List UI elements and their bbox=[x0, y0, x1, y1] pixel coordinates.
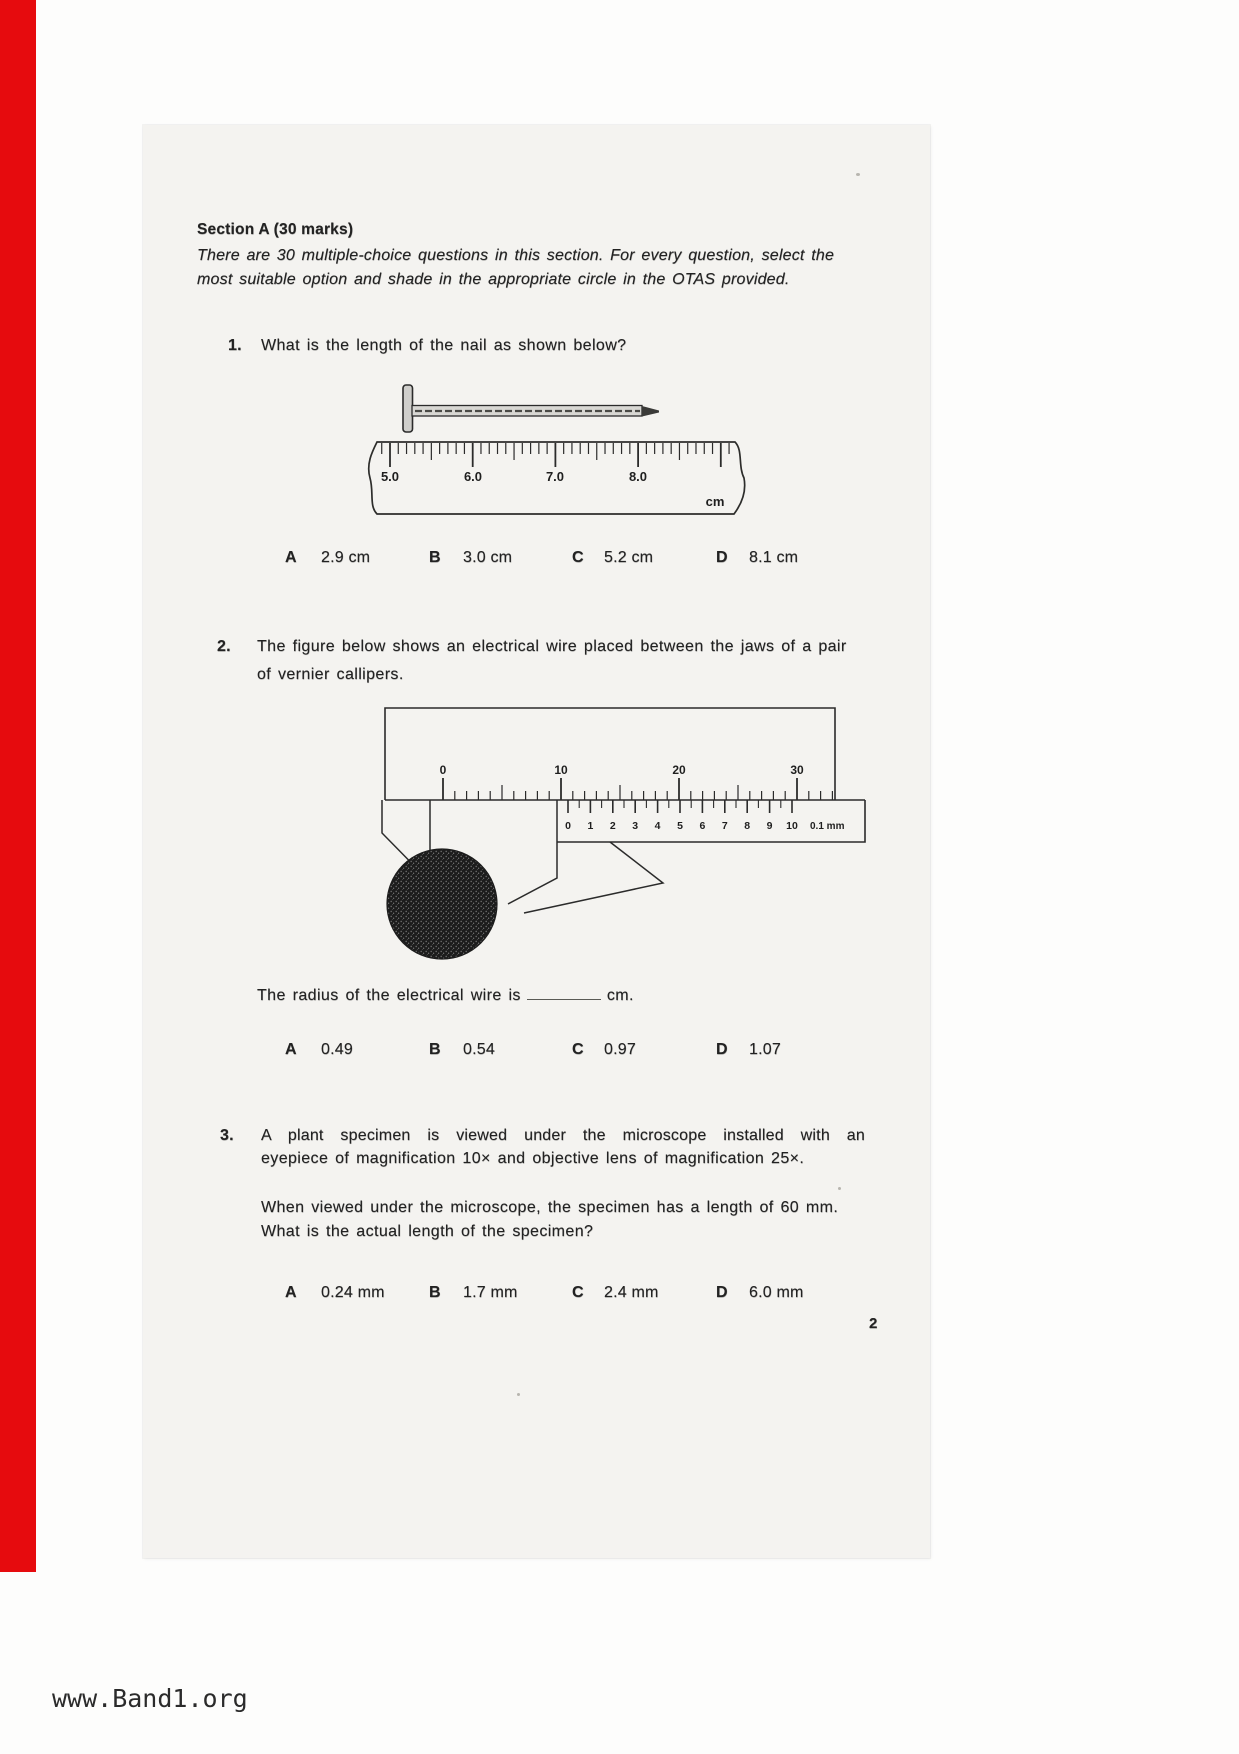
intro-line-2: most suitable option and shade in the appropriate circle in the OTAS provided. bbox=[197, 271, 790, 288]
q3-text-line-2: eyepiece of magnification 10× and objective lens of magnification 25×. bbox=[261, 1150, 805, 1167]
option-value: 5.2 cm bbox=[604, 549, 654, 566]
option-value: 2.9 cm bbox=[321, 549, 371, 566]
red-stripe bbox=[0, 0, 36, 1572]
vernier-ticks bbox=[568, 800, 792, 813]
intro-line-1: There are 30 multiple-choice questions in this section. For every question, select the bbox=[197, 247, 835, 264]
q3-text2-line-2: What is the actual length of the specimen? bbox=[261, 1223, 594, 1240]
option-value: 1.7 mm bbox=[463, 1284, 518, 1301]
option-label: B bbox=[429, 549, 441, 566]
ruler-label: 5.0 bbox=[380, 469, 400, 484]
option-value: 1.07 bbox=[749, 1041, 781, 1058]
option-value: 0.24 mm bbox=[321, 1284, 385, 1301]
main-scale-label: 10 bbox=[554, 763, 568, 777]
q2-fill-prefix: The radius of the electrical wire is bbox=[257, 987, 521, 1004]
vernier-label: 10 bbox=[786, 820, 798, 832]
section-title: Section A (30 marks) bbox=[197, 221, 354, 238]
vernier-label: 1 bbox=[587, 820, 594, 832]
ruler-ticks bbox=[382, 443, 729, 467]
nail-ruler-figure bbox=[363, 380, 763, 520]
wire-circle bbox=[387, 849, 497, 959]
option-label: D bbox=[716, 549, 728, 566]
q1-options bbox=[143, 548, 930, 570]
option-label: A bbox=[285, 1041, 297, 1058]
main-scale-ticks bbox=[443, 778, 832, 800]
option-label: B bbox=[429, 1041, 441, 1058]
main-scale-label: 20 bbox=[672, 763, 686, 777]
option-label: C bbox=[572, 549, 584, 566]
vernier-label: 9 bbox=[766, 820, 773, 832]
q2-fill-suffix: cm. bbox=[606, 987, 634, 1004]
ruler-label: 8.0 bbox=[628, 469, 648, 484]
watermark: www.Band1.org bbox=[52, 1684, 248, 1713]
vernier-label: 2 bbox=[609, 820, 616, 832]
movable-jaw-outer-edge bbox=[524, 842, 663, 913]
q1-number: 1. bbox=[228, 337, 242, 354]
vernier-label: 3 bbox=[632, 820, 639, 832]
scan-speck bbox=[856, 173, 860, 176]
page-number: 2 bbox=[869, 1315, 878, 1332]
scan-speck bbox=[838, 1187, 841, 1190]
option-value: 2.4 mm bbox=[604, 1284, 659, 1301]
fill-blank bbox=[527, 987, 601, 1000]
q3-text2-line-1: When viewed under the microscope, the specimen has a length of 60 mm. bbox=[261, 1199, 839, 1216]
ruler-unit-label: cm bbox=[705, 494, 725, 509]
q3-options bbox=[143, 1283, 930, 1305]
option-label: A bbox=[285, 549, 297, 566]
q2-text-line-1: The figure below shows an electrical wire placed between the jaws of a pair bbox=[257, 638, 847, 655]
option-label: D bbox=[716, 1284, 728, 1301]
option-value: 0.49 bbox=[321, 1041, 353, 1058]
caliper-figure bbox=[360, 700, 875, 970]
q2-options bbox=[143, 1040, 930, 1062]
vernier-label: 6 bbox=[699, 820, 706, 832]
vernier-label: 0 bbox=[565, 820, 571, 832]
vernier-label: 8 bbox=[744, 820, 751, 832]
q3-number: 3. bbox=[220, 1127, 234, 1144]
ruler-label: 6.0 bbox=[463, 469, 483, 484]
option-label: C bbox=[572, 1284, 584, 1301]
main-scale-label: 0 bbox=[439, 763, 447, 777]
main-scale-label: 30 bbox=[790, 763, 804, 777]
option-label: B bbox=[429, 1284, 441, 1301]
q3-text-line-1: A plant specimen is viewed under the microscope installed with an bbox=[261, 1127, 865, 1144]
vernier-unit-label: 0.1 mm bbox=[810, 821, 845, 832]
option-label: C bbox=[572, 1041, 584, 1058]
option-value: 0.54 bbox=[463, 1041, 495, 1058]
scan-speck bbox=[517, 1393, 520, 1396]
exam-page bbox=[143, 125, 930, 1558]
vernier-label: 4 bbox=[654, 820, 661, 832]
vernier-label: 5 bbox=[677, 820, 683, 832]
q2-text-line-2: of vernier callipers. bbox=[257, 666, 404, 683]
option-label: A bbox=[285, 1284, 297, 1301]
option-value: 3.0 cm bbox=[463, 549, 513, 566]
nail-tip bbox=[642, 406, 659, 417]
q2-fill-line bbox=[257, 986, 634, 1005]
option-label: D bbox=[716, 1041, 728, 1058]
ruler-label: 7.0 bbox=[545, 469, 565, 484]
option-value: 0.97 bbox=[604, 1041, 636, 1058]
q2-number: 2. bbox=[217, 638, 231, 655]
nail-head bbox=[403, 385, 413, 432]
movable-jaw-inner-edge bbox=[508, 800, 557, 904]
q1-text: What is the length of the nail as shown below? bbox=[261, 337, 627, 354]
vernier-label: 7 bbox=[721, 820, 728, 832]
option-value: 6.0 mm bbox=[749, 1284, 804, 1301]
option-value: 8.1 cm bbox=[749, 549, 799, 566]
